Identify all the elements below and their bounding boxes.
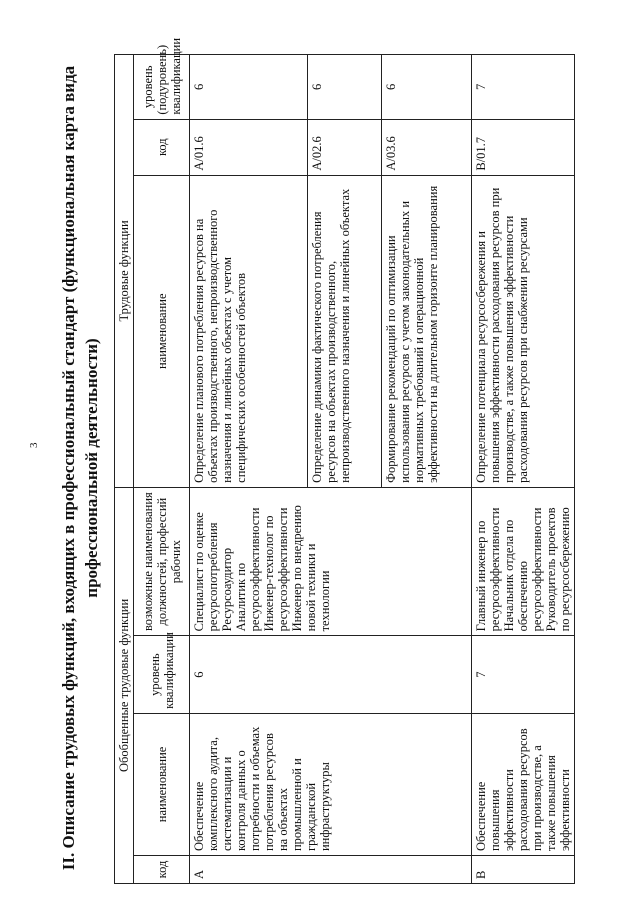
tf-code: A/03.6 [382, 119, 472, 175]
gf-positions: Специалист по оценке ресурсопотребления Ресурсоаудитор Аналитик по ресурсоэффективности Инженер-технолог по ресурсоэффективности Инженер по внедрению новой техники и технологии [190, 487, 472, 636]
gf-positions: Главный инженер по ресурсоэффективности Начальник отдела по обеспечению ресурсоэффективности Руководитель проектов по ресурсосбережению [472, 487, 575, 636]
labor-functions-header: Трудовые функции [115, 55, 134, 488]
tf-code: B/01.7 [472, 119, 575, 175]
tf-name-header: наименование [134, 175, 190, 487]
tf-code: A/02.6 [308, 119, 382, 175]
gf-level: 7 [472, 636, 575, 714]
gf-level: 6 [190, 636, 472, 714]
gf-code: B [472, 856, 575, 884]
tf-name: Определение потенциала ресурсосбережения и повышения эффективности расходования ресурсов при производстве, а также повышения эффективности расходования ресурсов при снабжении ресурсами [472, 175, 575, 487]
rotated-page-content [57, 37, 637, 888]
tf-name: Определение планового потребления ресурсов на объектах производственного, непроизводственного назначения и линейных объектах с учетом специфических особенностей объектов [190, 175, 308, 487]
generalized-functions-header: Обобщенные трудовые функции [115, 487, 134, 883]
table-row [190, 55, 308, 884]
page-number: 3 [28, 442, 40, 448]
tf-level: 6 [382, 55, 472, 120]
code-header: код [134, 856, 190, 884]
table-row [472, 55, 575, 884]
functional-map-table [114, 37, 575, 884]
tf-level-header: уровень (подуровень) квалификации [134, 55, 190, 120]
tf-level: 6 [190, 55, 308, 120]
gf-code: A [190, 856, 472, 884]
name-header: наименование [134, 713, 190, 855]
tf-name: Определение динамики фактического потребления ресурсов на объектах производственного, непроизводственного назначения и линейных объектах [308, 175, 382, 487]
section-title: II. Описание трудовых функций, входящих в профессиональный стандарт (функциональная карта вида профессиональной деятельности) [59, 65, 101, 871]
gf-name: Обеспечение повышения эффективности расходования ресурсов при производстве, а также повышения эффективности [472, 713, 575, 855]
tf-name: Формирование рекомендаций по оптимизации использования ресурсов с учетом законодательных и нормативных требований и операционной эффективности на длительном горизонте планирования [382, 175, 472, 487]
tf-level: 7 [472, 55, 575, 120]
header-row-1 [115, 55, 134, 884]
tf-code-header: код [134, 119, 190, 175]
positions-header: возможные наименования должностей, профессий рабочих [134, 487, 190, 636]
level-header: уровень квалификации [134, 636, 190, 714]
header-row-2 [134, 55, 190, 884]
gf-name: Обеспечение комплексного аудита, систематизации и контроля данных о потребности и объемах потребления ресурсов на объектах промышленной и гражданской инфраструктуры [190, 713, 472, 855]
tf-level: 6 [308, 55, 382, 120]
tf-code: A/01.6 [190, 119, 308, 175]
